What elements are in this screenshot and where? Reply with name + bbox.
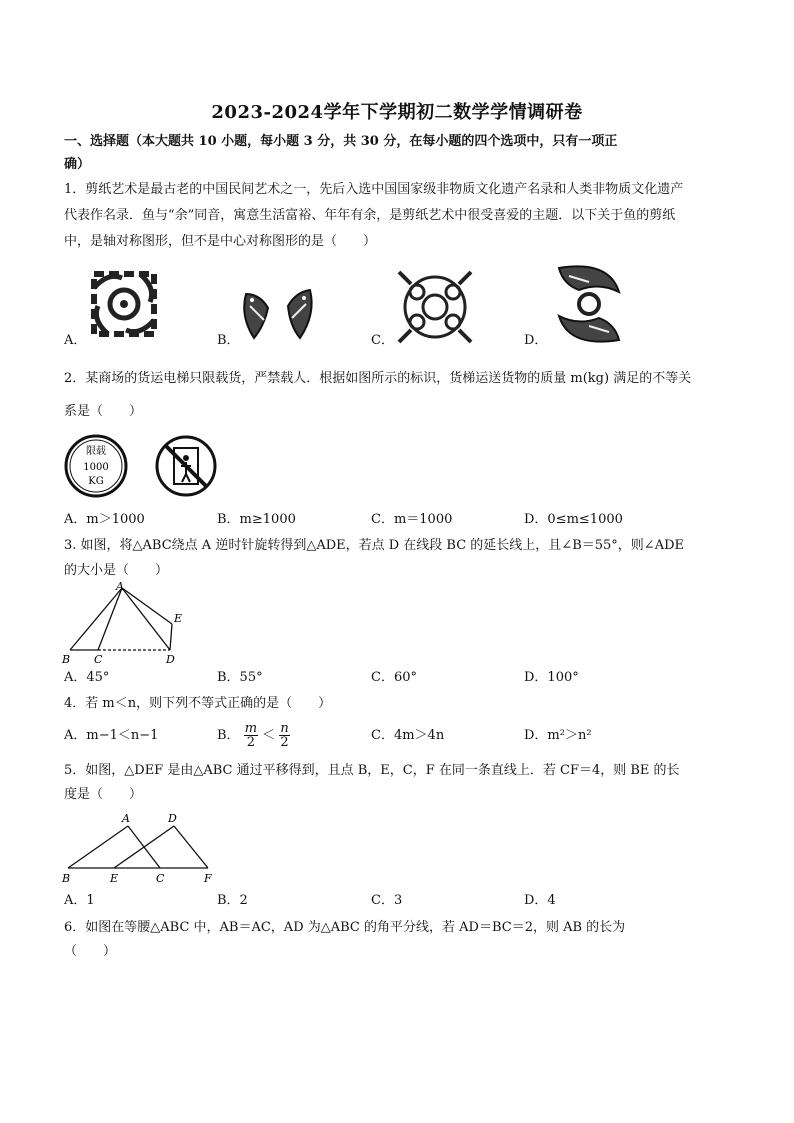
q4-option-a[interactable]: A．m−1＜n−1 xyxy=(64,728,159,743)
q3-option-b[interactable]: B．55° xyxy=(217,670,263,685)
q3-label-c: C xyxy=(94,653,103,666)
q1-option-b[interactable]: B． xyxy=(217,333,240,348)
q2-line1: 2．某商场的货运电梯只限载货，严禁载人．根据如图所示的标识，货梯运送货物的质量 m(kg) 满足的不等关 xyxy=(64,371,692,386)
q4-frac-n: $\frac{n}{2}$ xyxy=(280,721,289,750)
q4-option-c[interactable]: C．4m＞4n xyxy=(371,728,445,743)
q2-option-d[interactable]: D．0≤m≤1000 xyxy=(524,512,623,527)
q5-label-a: A xyxy=(122,812,130,825)
q3-label-a: A xyxy=(116,580,124,593)
q3-rotation-figure xyxy=(62,582,188,668)
section-heading-line2: 确） xyxy=(64,157,91,172)
q6-line1: 6．如图在等腰△ABC 中，AB＝AC，AD 为△ABC 的角平分线，若 AD＝BC＝2，则 AB 的长为 xyxy=(64,920,626,935)
q3-label-e: E xyxy=(174,612,183,625)
papercut-figure-d xyxy=(549,262,629,346)
q5-option-c[interactable]: C．3 xyxy=(371,893,403,908)
papercut-figure-b xyxy=(238,286,318,348)
q3-option-c[interactable]: C．60° xyxy=(371,670,417,685)
no-passenger-icon xyxy=(154,434,218,498)
sign-text-2: 1000 xyxy=(83,462,109,473)
q2-option-b[interactable]: B．m≥1000 xyxy=(217,512,296,527)
section-heading-line1: 一、选择题（本大题共 10 小题，每小题 3 分，共 30 分，在每小题的四个选项中，只有一项正 xyxy=(64,134,618,149)
q3-label-d: D xyxy=(166,653,175,666)
q3-option-d[interactable]: D．100° xyxy=(524,670,579,685)
q1-option-c[interactable]: C． xyxy=(371,333,394,348)
q3-line1: 3. 如图，将△ABC绕点 A 逆时针旋转得到△ADE，若点 D 在线段 BC 的延长线上，且∠B＝55°，则∠ADE xyxy=(64,538,684,553)
q5-option-a[interactable]: A．1 xyxy=(64,893,95,908)
q3-option-a[interactable]: A．45° xyxy=(64,670,110,685)
q3-label-b: B xyxy=(62,653,71,666)
q2-line2: 系是（ ） xyxy=(64,404,143,419)
q5-label-b: B xyxy=(62,872,71,885)
q3-line2: 的大小是（ ） xyxy=(64,563,169,578)
q4-frac-m: $\frac{m}{2}$ xyxy=(244,721,258,750)
q5-line2: 度是（ ） xyxy=(64,787,143,802)
load-limit-sign xyxy=(64,434,128,498)
papercut-figure-a xyxy=(88,268,160,340)
q4-option-b[interactable] xyxy=(217,718,290,754)
q5-translation-figure xyxy=(62,812,222,884)
q5-label-c: C xyxy=(156,872,165,885)
q5-label-f: F xyxy=(204,872,212,885)
q4-line1: 4．若 m＜n，则下列不等式正确的是（ ） xyxy=(64,696,332,711)
q4-option-d[interactable]: D．m²＞n² xyxy=(524,728,592,743)
page-title: 2023-2024学年下学期初二数学学情调研卷 xyxy=(211,102,583,123)
q5-option-b[interactable]: B．2 xyxy=(217,893,248,908)
q2-option-a[interactable]: A．m＞1000 xyxy=(64,512,145,527)
q5-label-e: E xyxy=(110,872,119,885)
q4-relation: ＜ xyxy=(262,728,276,743)
q5-label-d: D xyxy=(168,812,177,825)
q1-line1: 1．剪纸艺术是最古老的中国民间艺术之一，先后入选中国国家级非物质文化遗产名录和人类非物质文化遗产 xyxy=(64,182,684,197)
q2-option-c[interactable]: C．m＝1000 xyxy=(371,512,453,527)
q4-option-b-letter: B． xyxy=(217,728,240,743)
q5-line1: 5．如图，△DEF 是由△ABC 通过平移得到，且点 B，E，C，F 在同一条直线上．若 CF＝4，则 BE 的长 xyxy=(64,763,680,778)
q6-line2: （ ） xyxy=(64,944,117,959)
q1-option-d[interactable]: D． xyxy=(524,333,548,348)
sign-text-3: KG xyxy=(88,476,104,487)
papercut-figure-c xyxy=(395,268,475,346)
sign-text-1: 限载 xyxy=(86,446,106,457)
q1-line3: 中，是轴对称图形，但不是中心对称图形的是（ ） xyxy=(64,234,377,249)
q5-option-d[interactable]: D．4 xyxy=(524,893,556,908)
q1-line2: 代表作名录．鱼与“余”同音，寓意生活富裕、年年有余，是剪纸艺术中很受喜爱的主题．以下关于鱼的剪纸 xyxy=(64,208,676,223)
q1-option-a[interactable]: A． xyxy=(64,333,87,348)
